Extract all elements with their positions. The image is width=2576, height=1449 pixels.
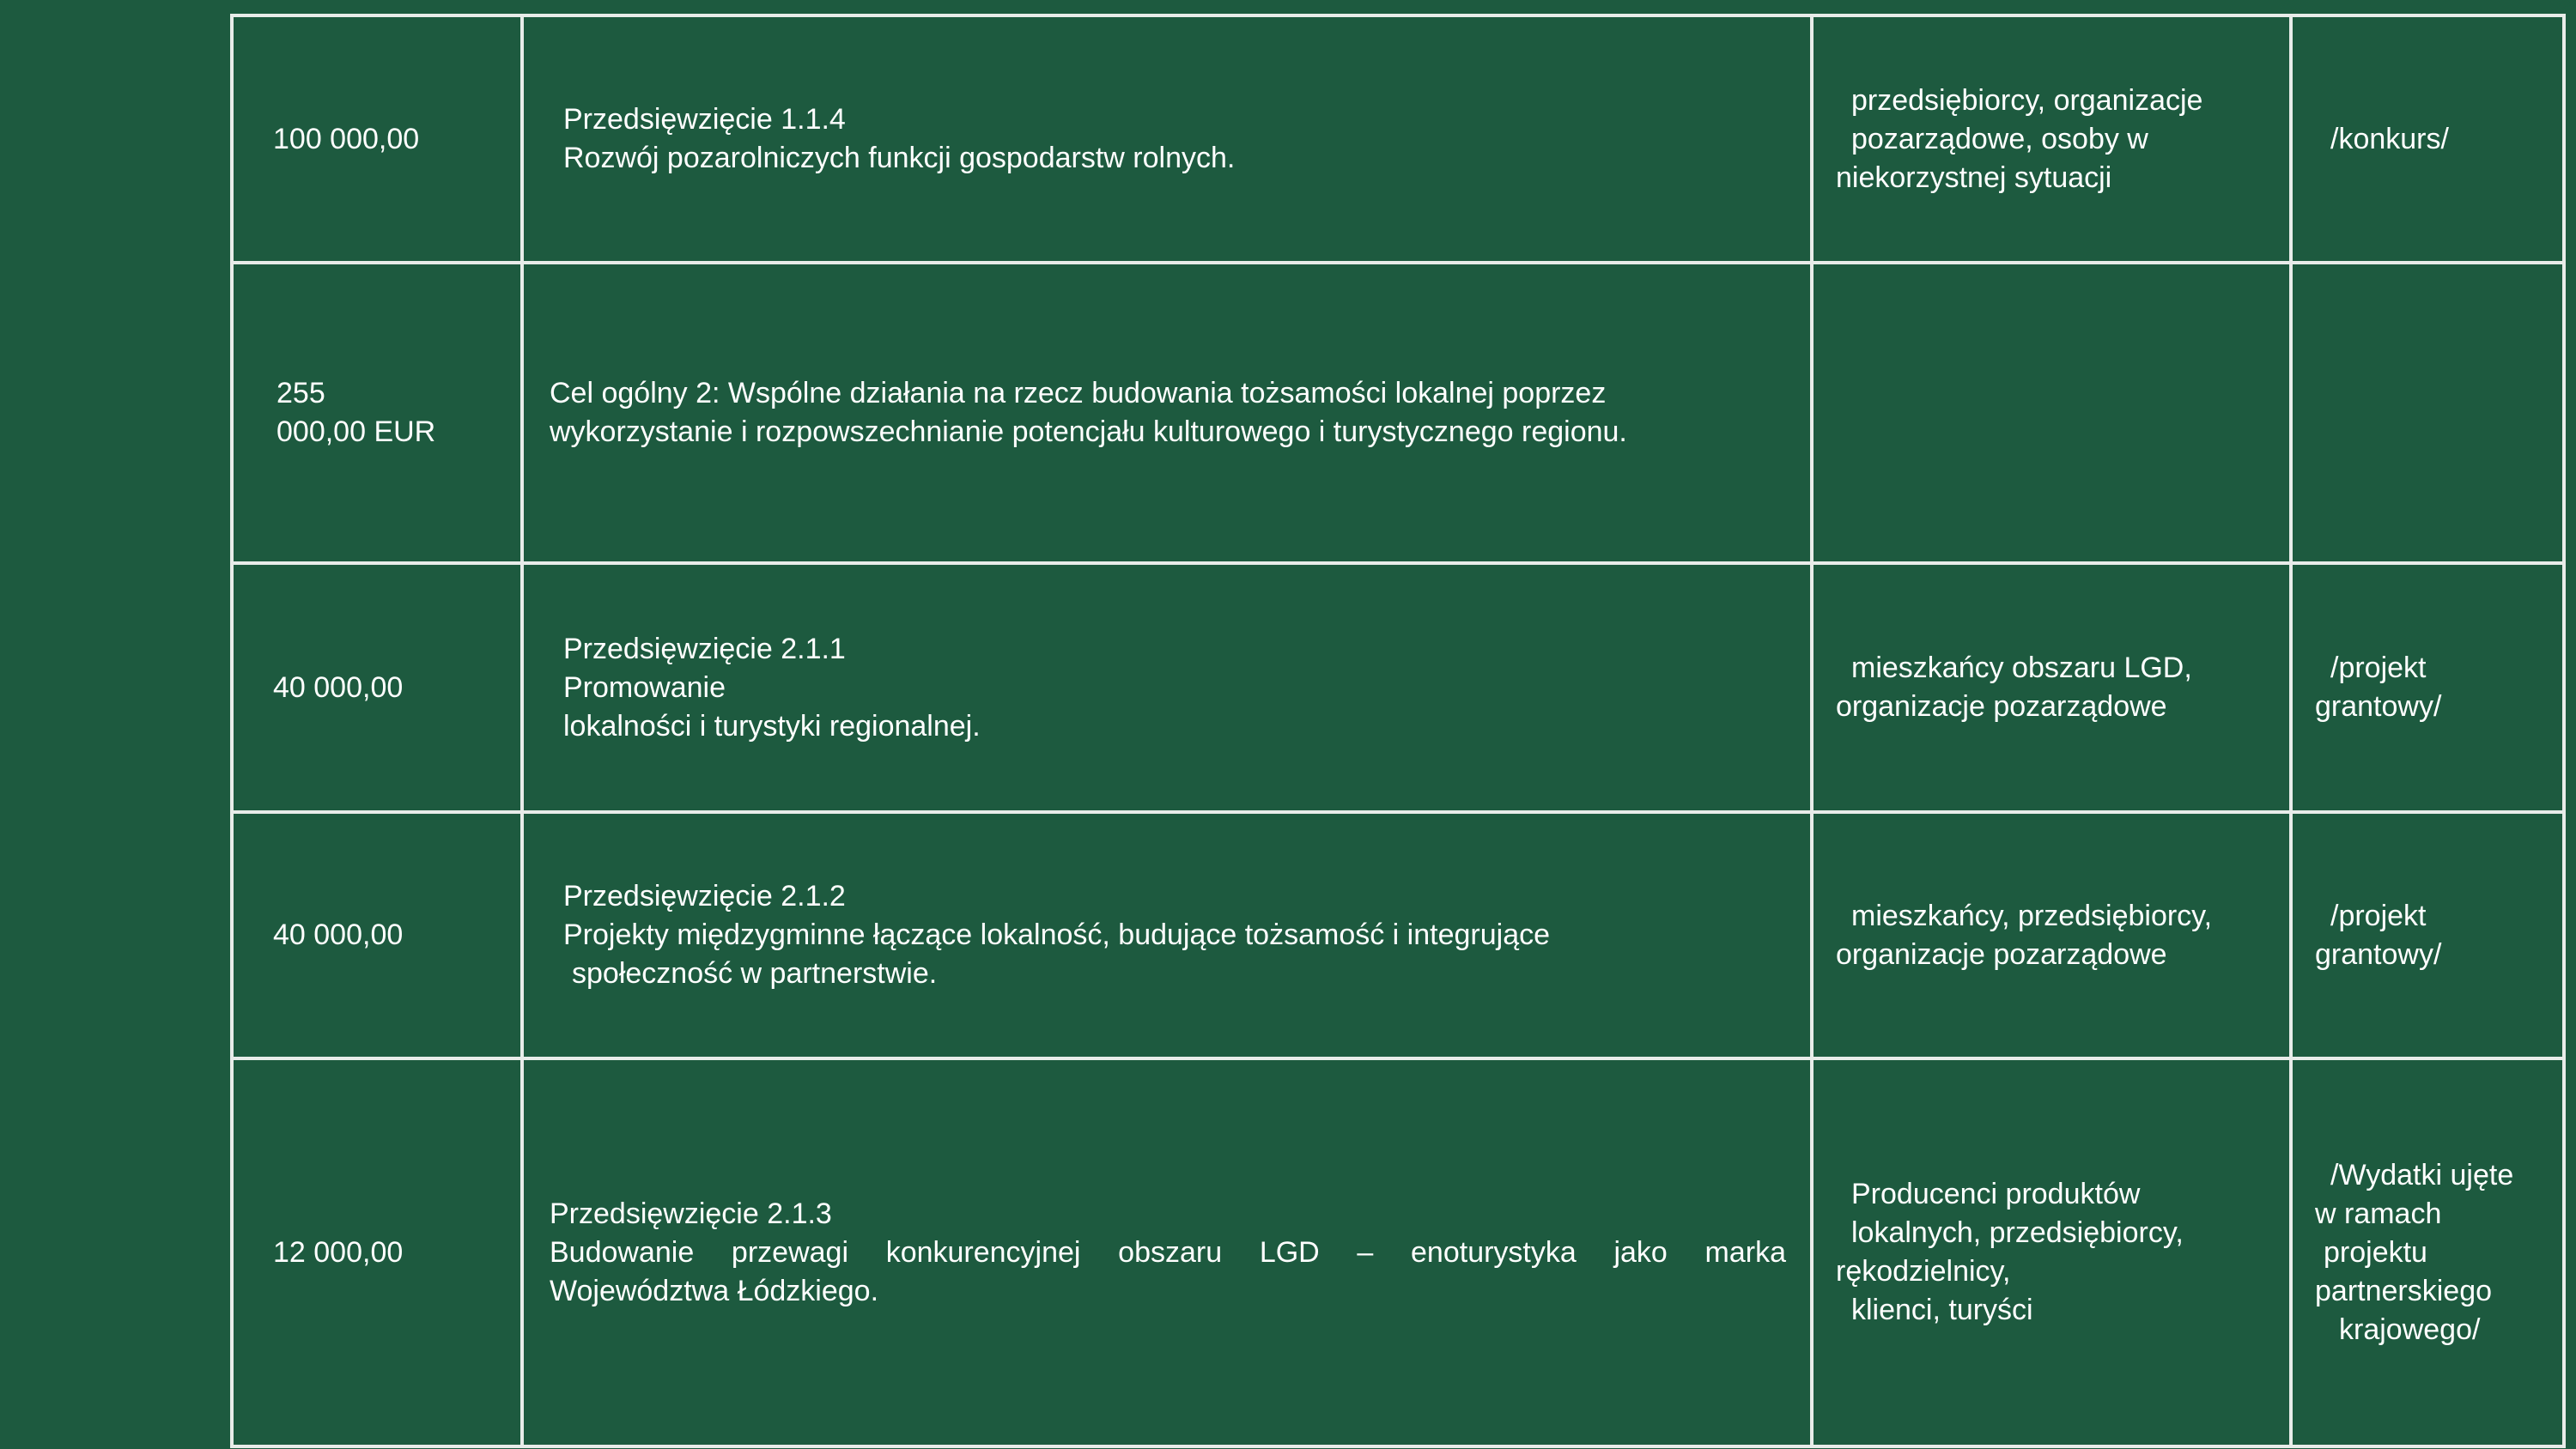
amount-value: 12 000,00: [273, 1235, 404, 1269]
amount-value: 40 000,00: [273, 919, 404, 951]
beneficiaries-line: klienci, turyści: [1851, 1294, 2033, 1326]
mode-cell: [2291, 1058, 2564, 1446]
beneficiaries-line: niekorzystnej sytuacji: [1836, 161, 2112, 194]
measure-description: Województwa Łódzkiego.: [550, 1274, 879, 1307]
mode-line: /Wydatki ujęte: [2330, 1158, 2514, 1191]
measure-cell: [522, 1058, 1812, 1446]
mode-line: grantowy/: [2315, 690, 2442, 723]
beneficiaries-line: rękodzielnicy,: [1836, 1255, 2011, 1288]
measure-title: Przedsięwzięcie 1.1.4: [563, 103, 846, 136]
beneficiaries-cell: [1812, 15, 2291, 263]
measure-title: Przedsięwzięcie 2.1.3: [550, 1197, 832, 1230]
beneficiaries-line: organizacje pozarządowe: [1836, 937, 2167, 971]
table-row: [232, 812, 2564, 1058]
goal-amount-line: 000,00 EUR: [276, 415, 436, 448]
measure-description: społeczność w partnerstwie.: [572, 957, 938, 990]
measure-cell: [522, 563, 1812, 812]
beneficiaries-line: mieszkańcy, przedsiębiorcy,: [1851, 899, 2213, 932]
mode-line: krajowego/: [2339, 1313, 2481, 1346]
mode-line: projektu: [2324, 1235, 2427, 1269]
mode-cell: [2291, 15, 2564, 263]
mode-line: partnerskiego: [2315, 1274, 2493, 1307]
goal-amount-cell: [232, 263, 522, 563]
beneficiaries-line: mieszkańcy obszaru LGD,: [1851, 652, 2192, 684]
measure-title: Przedsięwzięcie 2.1.2: [563, 880, 846, 912]
empty-cell: [1812, 263, 2291, 563]
measure-description: lokalności i turystyki regionalnej.: [563, 709, 981, 743]
beneficiaries-line: pozarządowe, osoby w: [1851, 122, 2148, 155]
amount-cell: [232, 15, 522, 263]
measure-description: Promowanie: [563, 670, 726, 704]
measure-title: Przedsięwzięcie 2.1.1: [563, 632, 846, 665]
table-row: [232, 563, 2564, 812]
amount-value: 40 000,00: [273, 670, 404, 704]
amount-cell: [232, 812, 522, 1058]
mode-line: /konkurs/: [2330, 122, 2449, 155]
table-row: [232, 15, 2564, 263]
amount-cell: [232, 563, 522, 812]
mode-line: /projekt: [2330, 652, 2427, 684]
goal-amount-line: 255: [276, 377, 325, 409]
empty-cell: [2291, 263, 2564, 563]
beneficiaries-line: przedsiębiorcy, organizacje: [1851, 83, 2203, 117]
beneficiaries-cell: [1812, 563, 2291, 812]
measure-description: Rozwój pozarolniczych funkcji gospodarstw rolnych.: [563, 142, 1236, 174]
measure-description: Projekty międzygminne łączące lokalność, budujące tożsamość i integrujące: [563, 919, 1551, 951]
amount-cell: [232, 1058, 522, 1446]
measure-description: Budowanie przewagi konkurencyjnej obszaru LGD – enoturystyka jako marka: [550, 1235, 1786, 1269]
beneficiaries-cell: [1812, 812, 2291, 1058]
mode-line: /projekt: [2330, 899, 2427, 932]
amount-value: 100 000,00: [273, 122, 420, 155]
goal-text: Cel ogólny 2: Wspólne działania na rzecz budowania tożsamości lokalnej poprzez wykorzystanie i rozpowszechnianie potencjału kulturowego i turystycznego regionu.: [550, 377, 1627, 448]
budget-table: [230, 14, 2566, 1448]
mode-line: grantowy/: [2315, 937, 2442, 971]
goal-text-cell: [522, 263, 1812, 563]
mode-cell: [2291, 812, 2564, 1058]
measure-cell: [522, 812, 1812, 1058]
beneficiaries-line: organizacje pozarządowe: [1836, 690, 2167, 723]
table-row: [232, 1058, 2564, 1446]
measure-cell: [522, 15, 1812, 263]
beneficiaries-cell: [1812, 1058, 2291, 1446]
mode-cell: [2291, 563, 2564, 812]
goal-row: [232, 263, 2564, 563]
beneficiaries-line: Producenci produktów: [1851, 1178, 2141, 1210]
mode-line: w ramach: [2315, 1197, 2442, 1230]
beneficiaries-line: lokalnych, przedsiębiorcy,: [1851, 1216, 2184, 1249]
